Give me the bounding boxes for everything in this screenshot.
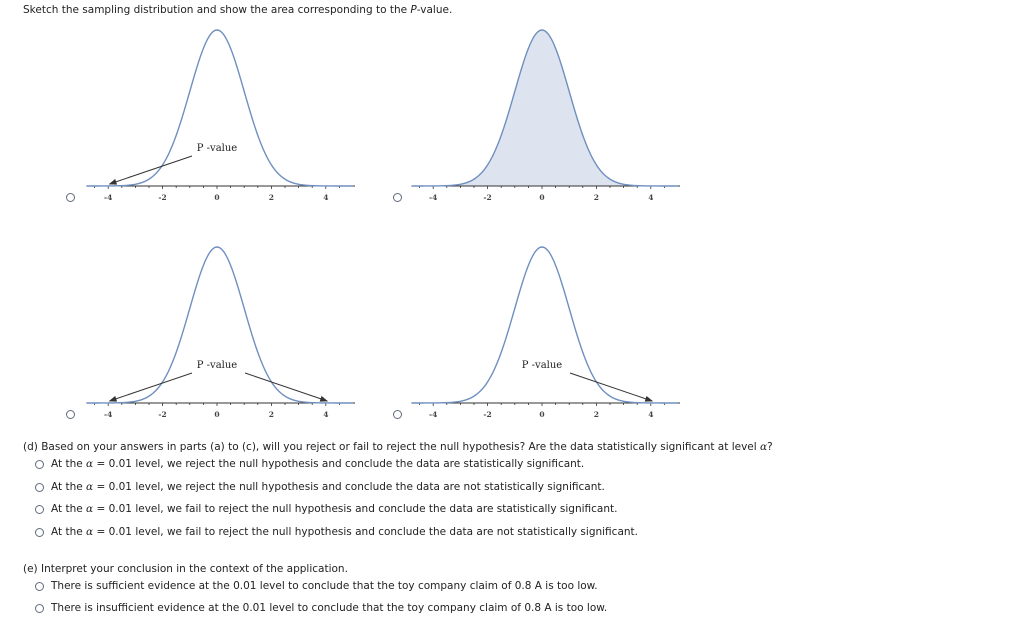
axis-tick-label: 2: [268, 410, 275, 419]
axis-tick-label: 2: [268, 193, 275, 202]
plot-c-radio[interactable]: [66, 410, 75, 419]
radio-button[interactable]: [35, 483, 44, 492]
radio-button[interactable]: [35, 604, 44, 613]
radio-button[interactable]: [35, 505, 44, 514]
part-e-question: (e) Interpret your conclusion in the context of the application.: [23, 563, 348, 575]
p-value-arrow-left: [110, 373, 192, 401]
axis-tick-label: -2: [158, 193, 167, 202]
radio-button[interactable]: [35, 528, 44, 537]
part-d-option-4[interactable]: [35, 525, 638, 539]
axis-tick-label: 0: [214, 410, 220, 419]
part-d-option-1[interactable]: [35, 457, 584, 471]
plot-c: [80, 237, 380, 442]
shaded-area: [447, 30, 637, 186]
axis-tick-label: 2: [593, 193, 600, 202]
axis-tick-label: -2: [158, 410, 167, 419]
sampling-distribution-svg: [405, 237, 705, 442]
plot-a-radio[interactable]: [66, 193, 75, 202]
plot-d-radio[interactable]: [393, 410, 402, 419]
plot-a: [80, 20, 380, 225]
part-e-option-1[interactable]: [35, 579, 598, 593]
sampling-distribution-svg: [80, 20, 380, 225]
axis-tick-label: 4: [323, 193, 329, 202]
part-d-option-2[interactable]: [35, 480, 605, 494]
axis-tick-label: 0: [539, 193, 545, 202]
plot-b-radio[interactable]: [393, 193, 402, 202]
part-e-option-2[interactable]: [35, 601, 607, 615]
normal-curve: [86, 30, 353, 186]
instruction-text: Sketch the sampling distribution and show the area corresponding to the P-value.: [23, 4, 453, 16]
axis-tick-label: 4: [648, 193, 654, 202]
axis-tick-label: -2: [483, 410, 492, 419]
option-label: There is sufficient evidence at the 0.01 level to conclude that the toy company claim of 0.8 A is too low.: [51, 580, 598, 592]
radio-button[interactable]: [35, 460, 44, 469]
axis-tick-label: -2: [483, 193, 492, 202]
radio-button[interactable]: [35, 582, 44, 591]
axis-tick-label: 4: [648, 410, 654, 419]
axis-tick-label: -4: [104, 193, 113, 202]
axis-tick-label: -4: [104, 410, 113, 419]
p-value-label: P -value: [196, 360, 238, 371]
p-value-arrow-left: [110, 156, 192, 184]
axis-tick-label: 2: [593, 410, 600, 419]
plot-b: [405, 20, 705, 225]
normal-curve: [86, 247, 353, 403]
option-label: At the α = 0.01 level, we reject the null hypothesis and conclude the data are statistically significant.: [51, 458, 585, 470]
axis-tick-label: -4: [429, 410, 438, 419]
option-label: At the α = 0.01 level, we fail to reject the null hypothesis and conclude the data are not statistically significant.: [51, 526, 638, 538]
axis-tick-label: -4: [429, 193, 438, 202]
p-value-label: P -value: [196, 143, 238, 154]
plot-d: [405, 237, 705, 442]
option-label: At the α = 0.01 level, we fail to reject the null hypothesis and conclude the data are statistically significant.: [51, 503, 618, 515]
option-label: There is insufficient evidence at the 0.01 level to conclude that the toy company claim of 0.8 A is too low.: [51, 602, 608, 614]
p-value-label: P -value: [521, 360, 563, 371]
sampling-distribution-svg: [80, 237, 380, 442]
axis-tick-label: 0: [214, 193, 220, 202]
axis-tick-label: 4: [323, 410, 329, 419]
sampling-distribution-svg: [405, 20, 705, 225]
option-label: At the α = 0.01 level, we reject the null hypothesis and conclude the data are not statistically significant.: [51, 481, 605, 493]
axis-tick-label: 0: [539, 410, 545, 419]
part-d-question: (d) Based on your answers in parts (a) to (c), will you reject or fail to reject the null hypothesis? Are the data statistically significant at level α?: [23, 441, 773, 453]
part-d-option-3[interactable]: [35, 502, 617, 516]
normal-curve: [411, 247, 678, 403]
